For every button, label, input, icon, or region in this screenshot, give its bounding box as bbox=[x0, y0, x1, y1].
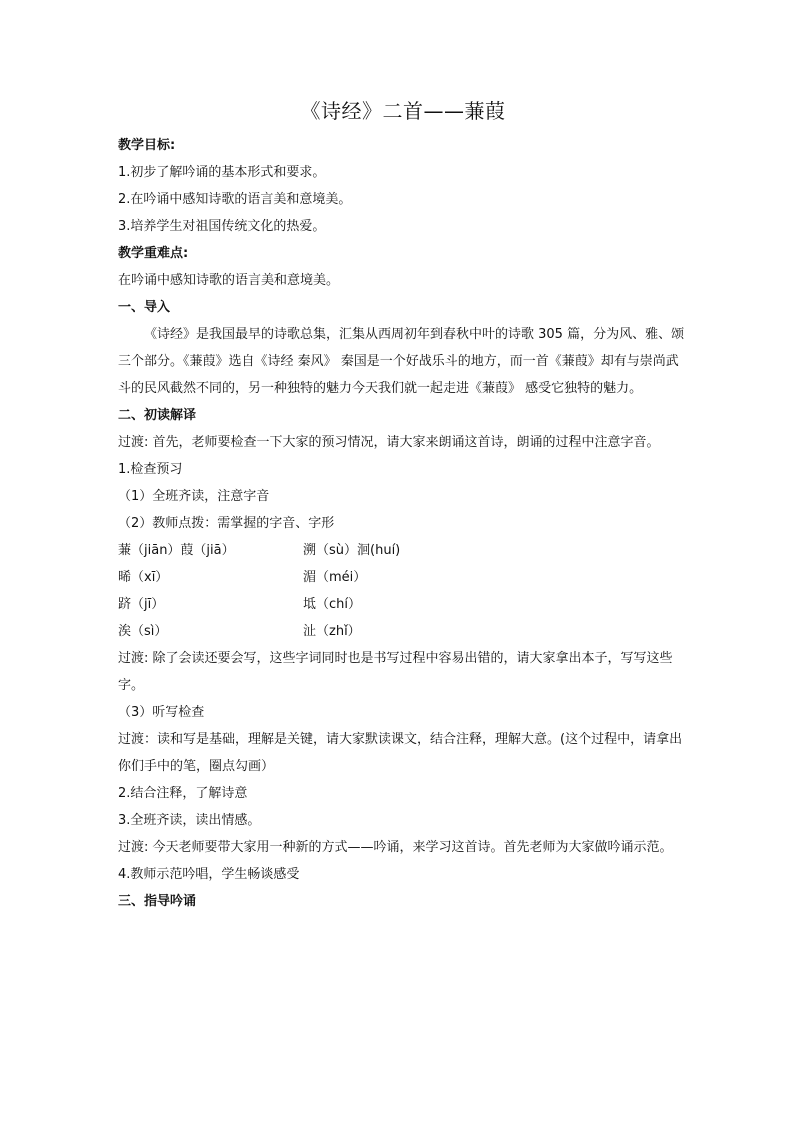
pronunciation-right: 坻（chí） bbox=[303, 597, 361, 612]
goal-item: 2.在吟诵中感知诗歌的语言美和意境美。 bbox=[118, 192, 352, 207]
section-heading-reading: 二、初读解译 bbox=[118, 408, 197, 423]
difficulty-text: 在吟诵中感知诗歌的语言美和意境美。 bbox=[118, 273, 340, 288]
goal-item: 1.初步了解吟诵的基本形式和要求。 bbox=[118, 165, 326, 180]
step-item: 2.结合注释，了解诗意 bbox=[118, 786, 248, 801]
goals-heading: 教学目标: bbox=[118, 138, 176, 153]
pronunciation-row bbox=[118, 537, 688, 564]
transition-text: 过渡：读和写是基础，理解是关键，请大家默读课文，结合注释，理解大意。(这个过程中，请拿出你们手中的笔，圈点勾画） bbox=[118, 732, 683, 774]
transition-text: 过渡: 今天老师要带大家用一种新的方式——吟诵，来学习这首诗。首先老师为大家做吟诵示范。 bbox=[118, 840, 673, 855]
difficulty-heading: 教学重难点: bbox=[118, 246, 189, 261]
sub-step-item: （2）教师点拨：需掌握的字音、字形 bbox=[118, 516, 335, 531]
sub-step-item: （1）全班齐读，注意字音 bbox=[118, 489, 270, 504]
pronunciation-row bbox=[118, 618, 688, 645]
transition-text: 过渡: 首先，老师要检查一下大家的预习情况，请大家来朗诵这首诗，朗诵的过程中注意字音。 bbox=[118, 435, 660, 450]
sub-step-item: （3）听写检查 bbox=[118, 705, 205, 720]
pronunciation-left: 蒹（jiān）葭（jiā） bbox=[118, 543, 235, 558]
section-heading-guidance: 三、指导吟诵 bbox=[118, 894, 197, 909]
transition-text: 过渡: 除了会读还要会写，这些字词同时也是书写过程中容易出错的，请大家拿出本子，写写这些字。 bbox=[118, 651, 673, 693]
pronunciation-row bbox=[118, 564, 688, 591]
pronunciation-right: 湄（méi） bbox=[303, 570, 367, 585]
step-item: 1.检查预习 bbox=[118, 462, 183, 477]
intro-paragraph: 《诗经》是我国最早的诗歌总集，汇集从西周初年到春秋中叶的诗歌 305 篇，分为风、雅、颂三个部分。《蒹葭》选自《诗经 秦风》 秦国是一个好战乐斗的地方，而一首《蒹葭》却有与崇尚武斗的民风截然不同的，另一种独特的魅力今天我们就一起走进《蒹葭》 感受它独特的魅力。 bbox=[118, 327, 685, 396]
pronunciation-right: 沚（zhǐ） bbox=[303, 624, 361, 639]
step-item: 3.全班齐读，读出情感。 bbox=[118, 813, 261, 828]
pronunciation-left: 跻（jī） bbox=[118, 597, 165, 612]
document-page bbox=[118, 96, 688, 915]
document-title: 《诗经》二首——蒹葭 bbox=[300, 99, 506, 123]
pronunciation-left: 涘（sì） bbox=[118, 624, 168, 639]
goal-item: 3.培养学生对祖国传统文化的热爱。 bbox=[118, 219, 326, 234]
pronunciation-left: 晞（xī） bbox=[118, 570, 169, 585]
pronunciation-row bbox=[118, 591, 688, 618]
section-heading-intro: 一、导入 bbox=[118, 300, 171, 315]
step-item: 4.教师示范吟唱，学生畅谈感受 bbox=[118, 867, 300, 882]
pronunciation-right: 溯（sù）洄(huí) bbox=[303, 543, 401, 558]
